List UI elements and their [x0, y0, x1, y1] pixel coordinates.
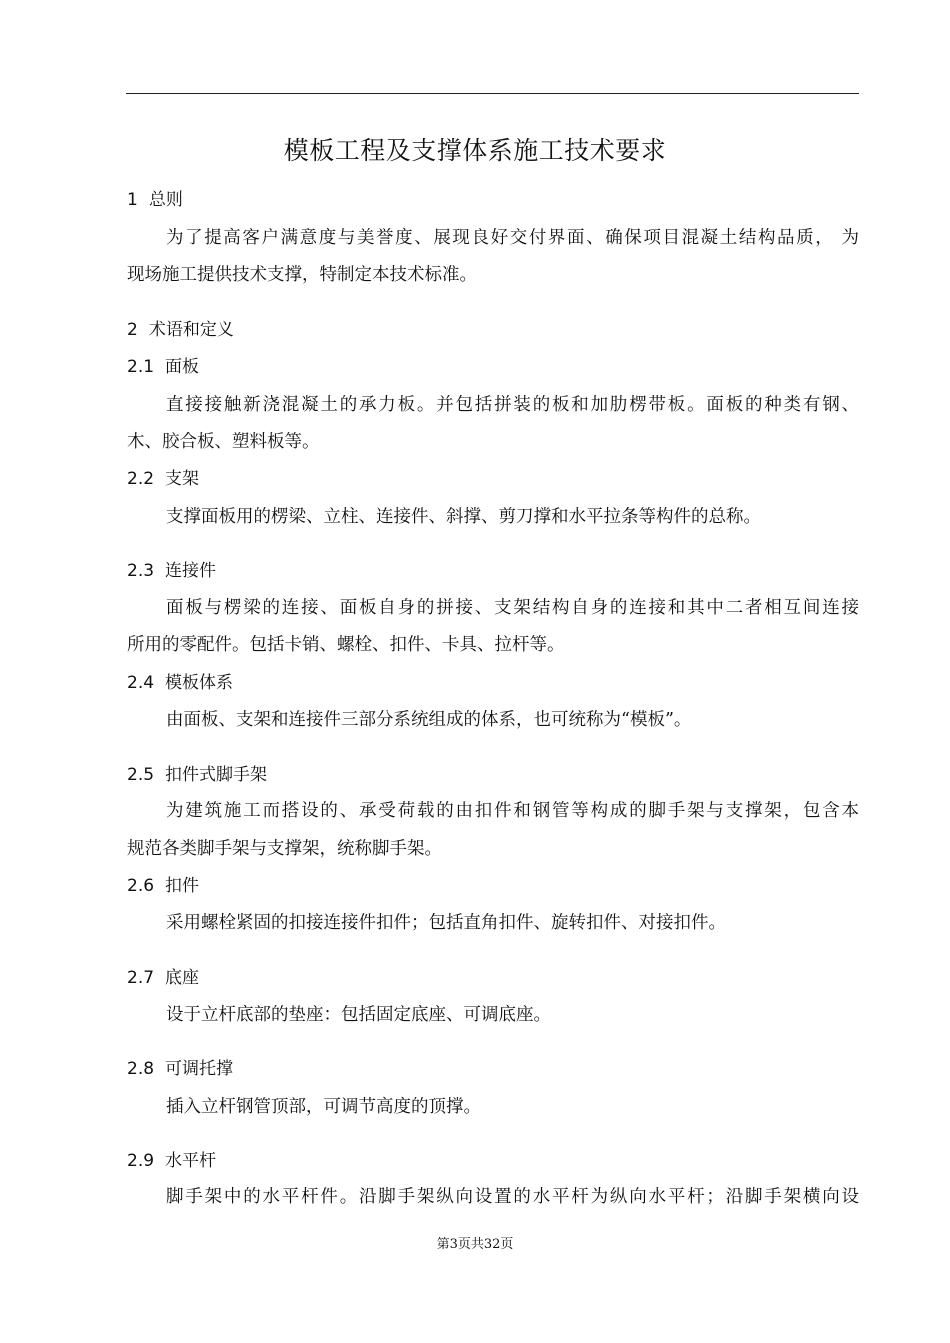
- section-number: 2.1: [127, 357, 155, 377]
- page-footer: 第3页共32页: [436, 1237, 514, 1252]
- paragraph-line: 面板与楞梁的连接、面板自身的拼接、支架结构自身的连接和其中二者相互间连接: [166, 598, 859, 618]
- section-heading-2-5: [127, 764, 267, 786]
- document-title: 模板工程及支撑体系施工技术要求: [283, 136, 667, 165]
- section-number: 1: [127, 190, 138, 210]
- section-heading-2-6: [127, 875, 199, 897]
- section-title: 扣件式脚手架: [165, 765, 268, 785]
- section-title: 术语和定义: [148, 320, 234, 340]
- section-title: 连接件: [165, 561, 217, 581]
- section-heading-2-1: [127, 356, 199, 378]
- paragraph-line: 直接接触新浇混凝土的承力板。并包括拼装的板和加肋楞带板。面板的种类有钢、: [166, 395, 859, 415]
- paragraph-line: 插入立杆钢管顶部，可调节高度的顶撑。: [166, 1097, 481, 1117]
- header-rule: [126, 93, 859, 94]
- section-heading-2-4: [127, 672, 233, 694]
- section-number: 2.6: [127, 876, 155, 896]
- section-title: 总则: [148, 190, 183, 210]
- paragraph-line: 规范各类脚手架与支撑架，统称脚手架。: [127, 839, 442, 859]
- section-heading-2-9: [127, 1150, 216, 1172]
- section-heading-2-7: [127, 967, 199, 989]
- section-title: 面板: [165, 357, 200, 377]
- section-number: 2.7: [127, 968, 155, 988]
- section-heading-2-8: [127, 1058, 233, 1080]
- section-title: 水平杆: [165, 1151, 217, 1171]
- section-number: 2: [127, 320, 138, 340]
- paragraph-line: 脚手架中的水平杆件。沿脚手架纵向设置的水平杆为纵向水平杆；沿脚手架横向设: [166, 1187, 859, 1207]
- section-title: 支架: [165, 469, 200, 489]
- paragraph-line: 采用螺栓紧固的扣接连接件扣件；包括直角扣件、旋转扣件、对接扣件。: [166, 913, 726, 933]
- paragraph-line: 设于立杆底部的垫座：包括固定底座、可调底座。: [166, 1005, 551, 1025]
- paragraph-line: 为建筑施工而搭设的、承受荷载的由扣件和钢管等构成的脚手架与支撑架，包含本: [166, 801, 859, 821]
- section-number: 2.2: [127, 469, 155, 489]
- paragraph-line: 由面板、支架和连接件三部分系统组成的体系，也可统称为“模板”。: [166, 710, 692, 730]
- paragraph-line: 支撑面板用的楞梁、立柱、连接件、斜撑、剪刀撑和水平拉条等构件的总称。: [166, 507, 761, 527]
- section-title: 可调托撑: [165, 1059, 234, 1079]
- paragraph-line: 木、胶合板、塑料板等。: [127, 432, 320, 452]
- section-heading-terms: [127, 319, 234, 341]
- section-heading-2-2: [127, 468, 199, 490]
- section-title: 扣件: [165, 876, 200, 896]
- section-number: 2.9: [127, 1151, 155, 1171]
- section-number: 2.3: [127, 561, 155, 581]
- section-number: 2.5: [127, 765, 155, 785]
- section-number: 2.4: [127, 673, 155, 693]
- paragraph-line: 现场施工提供技术支撑，特制定本技术标准。: [127, 265, 477, 285]
- section-heading-2-3: [127, 560, 216, 582]
- section-title: 底座: [165, 968, 200, 988]
- section-heading-general: [127, 189, 183, 211]
- section-title: 模板体系: [165, 673, 234, 693]
- paragraph-line: 为了提高客户满意度与美誉度、展现良好交付界面、确保项目混凝土结构品质， 为: [166, 228, 859, 248]
- section-number: 2.8: [127, 1059, 155, 1079]
- paragraph-line: 所用的零配件。包括卡销、螺栓、扣件、卡具、拉杆等。: [127, 635, 565, 655]
